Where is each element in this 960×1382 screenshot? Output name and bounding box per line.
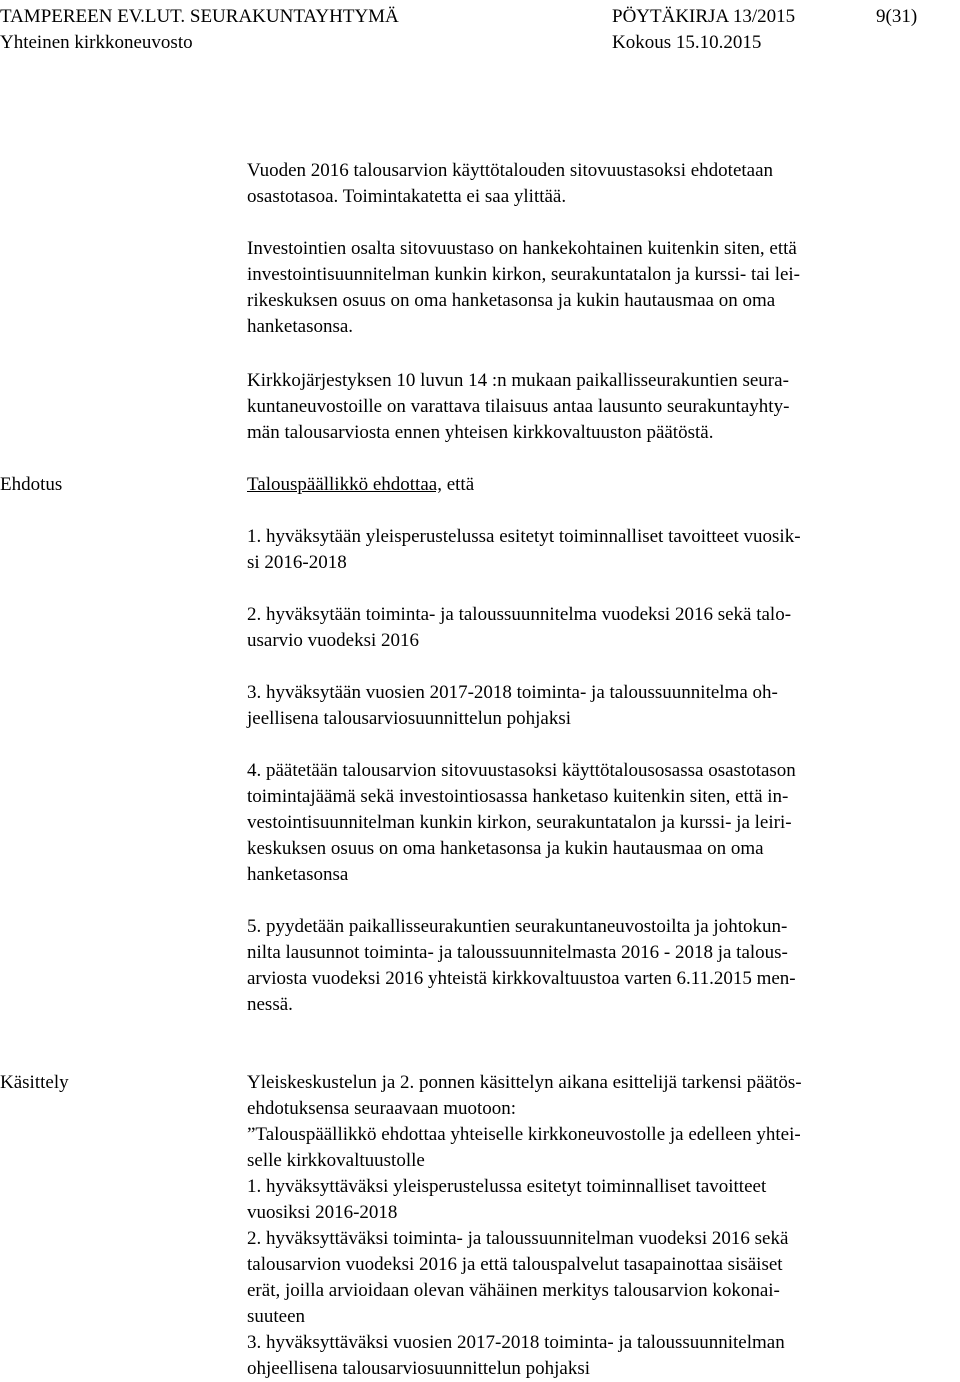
paragraph-operating-budget — [247, 158, 937, 210]
proposal-item-1 — [247, 524, 937, 576]
header-page-number: 9(31) — [876, 6, 918, 27]
text-line: hanketasonsa. — [247, 316, 354, 337]
section-label-proposal: Ehdotus — [0, 474, 63, 495]
text-line: selle kirkkovaltuustolle — [247, 1150, 425, 1171]
text-line: 5. pyydetään paikallisseurakuntien seurakuntaneuvostoilta ja johtokun- — [247, 916, 788, 937]
text-line: osastotasoa. Toimintakatetta ei saa ylittää. — [247, 186, 567, 207]
header-document-title: PÖYTÄKIRJA 13/2015 — [612, 6, 796, 27]
text-line — [247, 472, 937, 498]
text-line: rikeskuksen osuus on oma hanketasonsa ja kukin hautausmaa on oma — [247, 290, 776, 311]
text-line: 2. hyväksytään toiminta- ja taloussuunnitelma vuodeksi 2016 sekä talo- — [247, 604, 792, 625]
text-line: suuteen — [247, 1306, 306, 1327]
text-line: keskuksen osuus on oma hanketasonsa ja kukin hautausmaa on oma — [247, 838, 764, 859]
text-line: vestointisuunnitelman kunkin kirkon, seurakuntatalon ja kurssi- ja leiri- — [247, 812, 792, 833]
header-organization: TAMPEREEN EV.LUT. SEURAKUNTAYHTYMÄ — [0, 6, 399, 27]
text-line: Yleiskeskustelun ja 2. ponnen käsittelyn aikana esittelijä tarkensi päätös- — [247, 1072, 802, 1093]
text-line: Investointien osalta sitovuustaso on hankekohtainen kuitenkin siten, että — [247, 238, 797, 259]
text-line: jeellisena talousarviosuunnittelun pohjaksi — [247, 708, 571, 729]
text-line: ”Talouspäällikkö ehdottaa yhteiselle kirkkoneuvostolle ja edelleen yhtei- — [247, 1124, 801, 1145]
text-line: arviosta vuodeksi 2016 yhteistä kirkkovaltuustoa varten 6.11.2015 men- — [247, 968, 796, 989]
header-body-name: Yhteinen kirkkoneuvosto — [0, 32, 193, 53]
text-line: kuntaneuvostoille on varattava tilaisuus antaa lausunto seurakuntayhty- — [247, 396, 790, 417]
text-line: Kirkkojärjestyksen 10 luvun 14 :n mukaan paikallisseurakuntien seura- — [247, 370, 789, 391]
text-line: 1. hyväksyttäväksi yleisperustelussa esitetyt toiminnalliset tavoitteet — [247, 1176, 767, 1197]
text-line: män talousarviosta ennen yhteisen kirkkovaltuuston päätöstä. — [247, 422, 714, 443]
text-line: investointisuunnitelman kunkin kirkon, seurakuntatalon ja kurssi- tai lei- — [247, 264, 801, 285]
text-line: toimintajäämä sekä investointiosassa hanketaso kuitenkin siten, että in- — [247, 786, 789, 807]
text-line: si 2016-2018 — [247, 552, 347, 573]
proposal-item-5 — [247, 914, 937, 1018]
text-line: Vuoden 2016 talousarvion käyttötalouden sitovuustasoksi ehdotetaan — [247, 160, 774, 181]
handling-text — [247, 1070, 937, 1382]
proposal-intro — [247, 472, 937, 498]
text-line: hanketasonsa — [247, 864, 349, 885]
paragraph-investments — [247, 236, 937, 340]
proposal-item-3 — [247, 680, 937, 732]
text-line: 2. hyväksyttäväksi toiminta- ja taloussuunnitelman vuodeksi 2016 sekä — [247, 1228, 789, 1249]
text-line: erät, joilla arvioidaan olevan vähäinen merkitys talousarvion kokonai- — [247, 1280, 780, 1301]
text-line: ehdotuksensa seuraavaan muotoon: — [247, 1098, 517, 1119]
proposal-intro-rest: että — [441, 474, 475, 495]
proposal-item-2 — [247, 602, 937, 654]
text-line: 3. hyväksyttäväksi vuosien 2017-2018 toiminta- ja taloussuunnitelman — [247, 1332, 785, 1353]
paragraph-church-order — [247, 368, 937, 446]
text-line: ohjeellisena talousarviosuunnittelun pohjaksi — [247, 1358, 590, 1379]
proposer-underlined: Talouspäällikkö ehdottaa, — [247, 474, 442, 495]
text-line: vuosiksi 2016-2018 — [247, 1202, 398, 1223]
text-line: nessä. — [247, 994, 293, 1015]
proposal-item-4 — [247, 758, 937, 888]
section-label-handling: Käsittely — [0, 1072, 69, 1093]
text-line: 1. hyväksytään yleisperustelussa esitetyt toiminnalliset tavoitteet vuosik- — [247, 526, 801, 547]
text-line: 3. hyväksytään vuosien 2017-2018 toiminta- ja taloussuunnitelma oh- — [247, 682, 778, 703]
text-line: 4. päätetään talousarvion sitovuustasoksi käyttötalousosassa osastotason — [247, 760, 796, 781]
text-line: talousarvion vuodeksi 2016 ja että talouspalvelut tasapainottaa sisäiset — [247, 1254, 783, 1275]
header-meeting-date: Kokous 15.10.2015 — [612, 32, 762, 53]
text-line: usarvio vuodeksi 2016 — [247, 630, 420, 651]
text-line: nilta lausunnot toiminta- ja taloussuunnitelmasta 2016 - 2018 ja talous- — [247, 942, 788, 963]
